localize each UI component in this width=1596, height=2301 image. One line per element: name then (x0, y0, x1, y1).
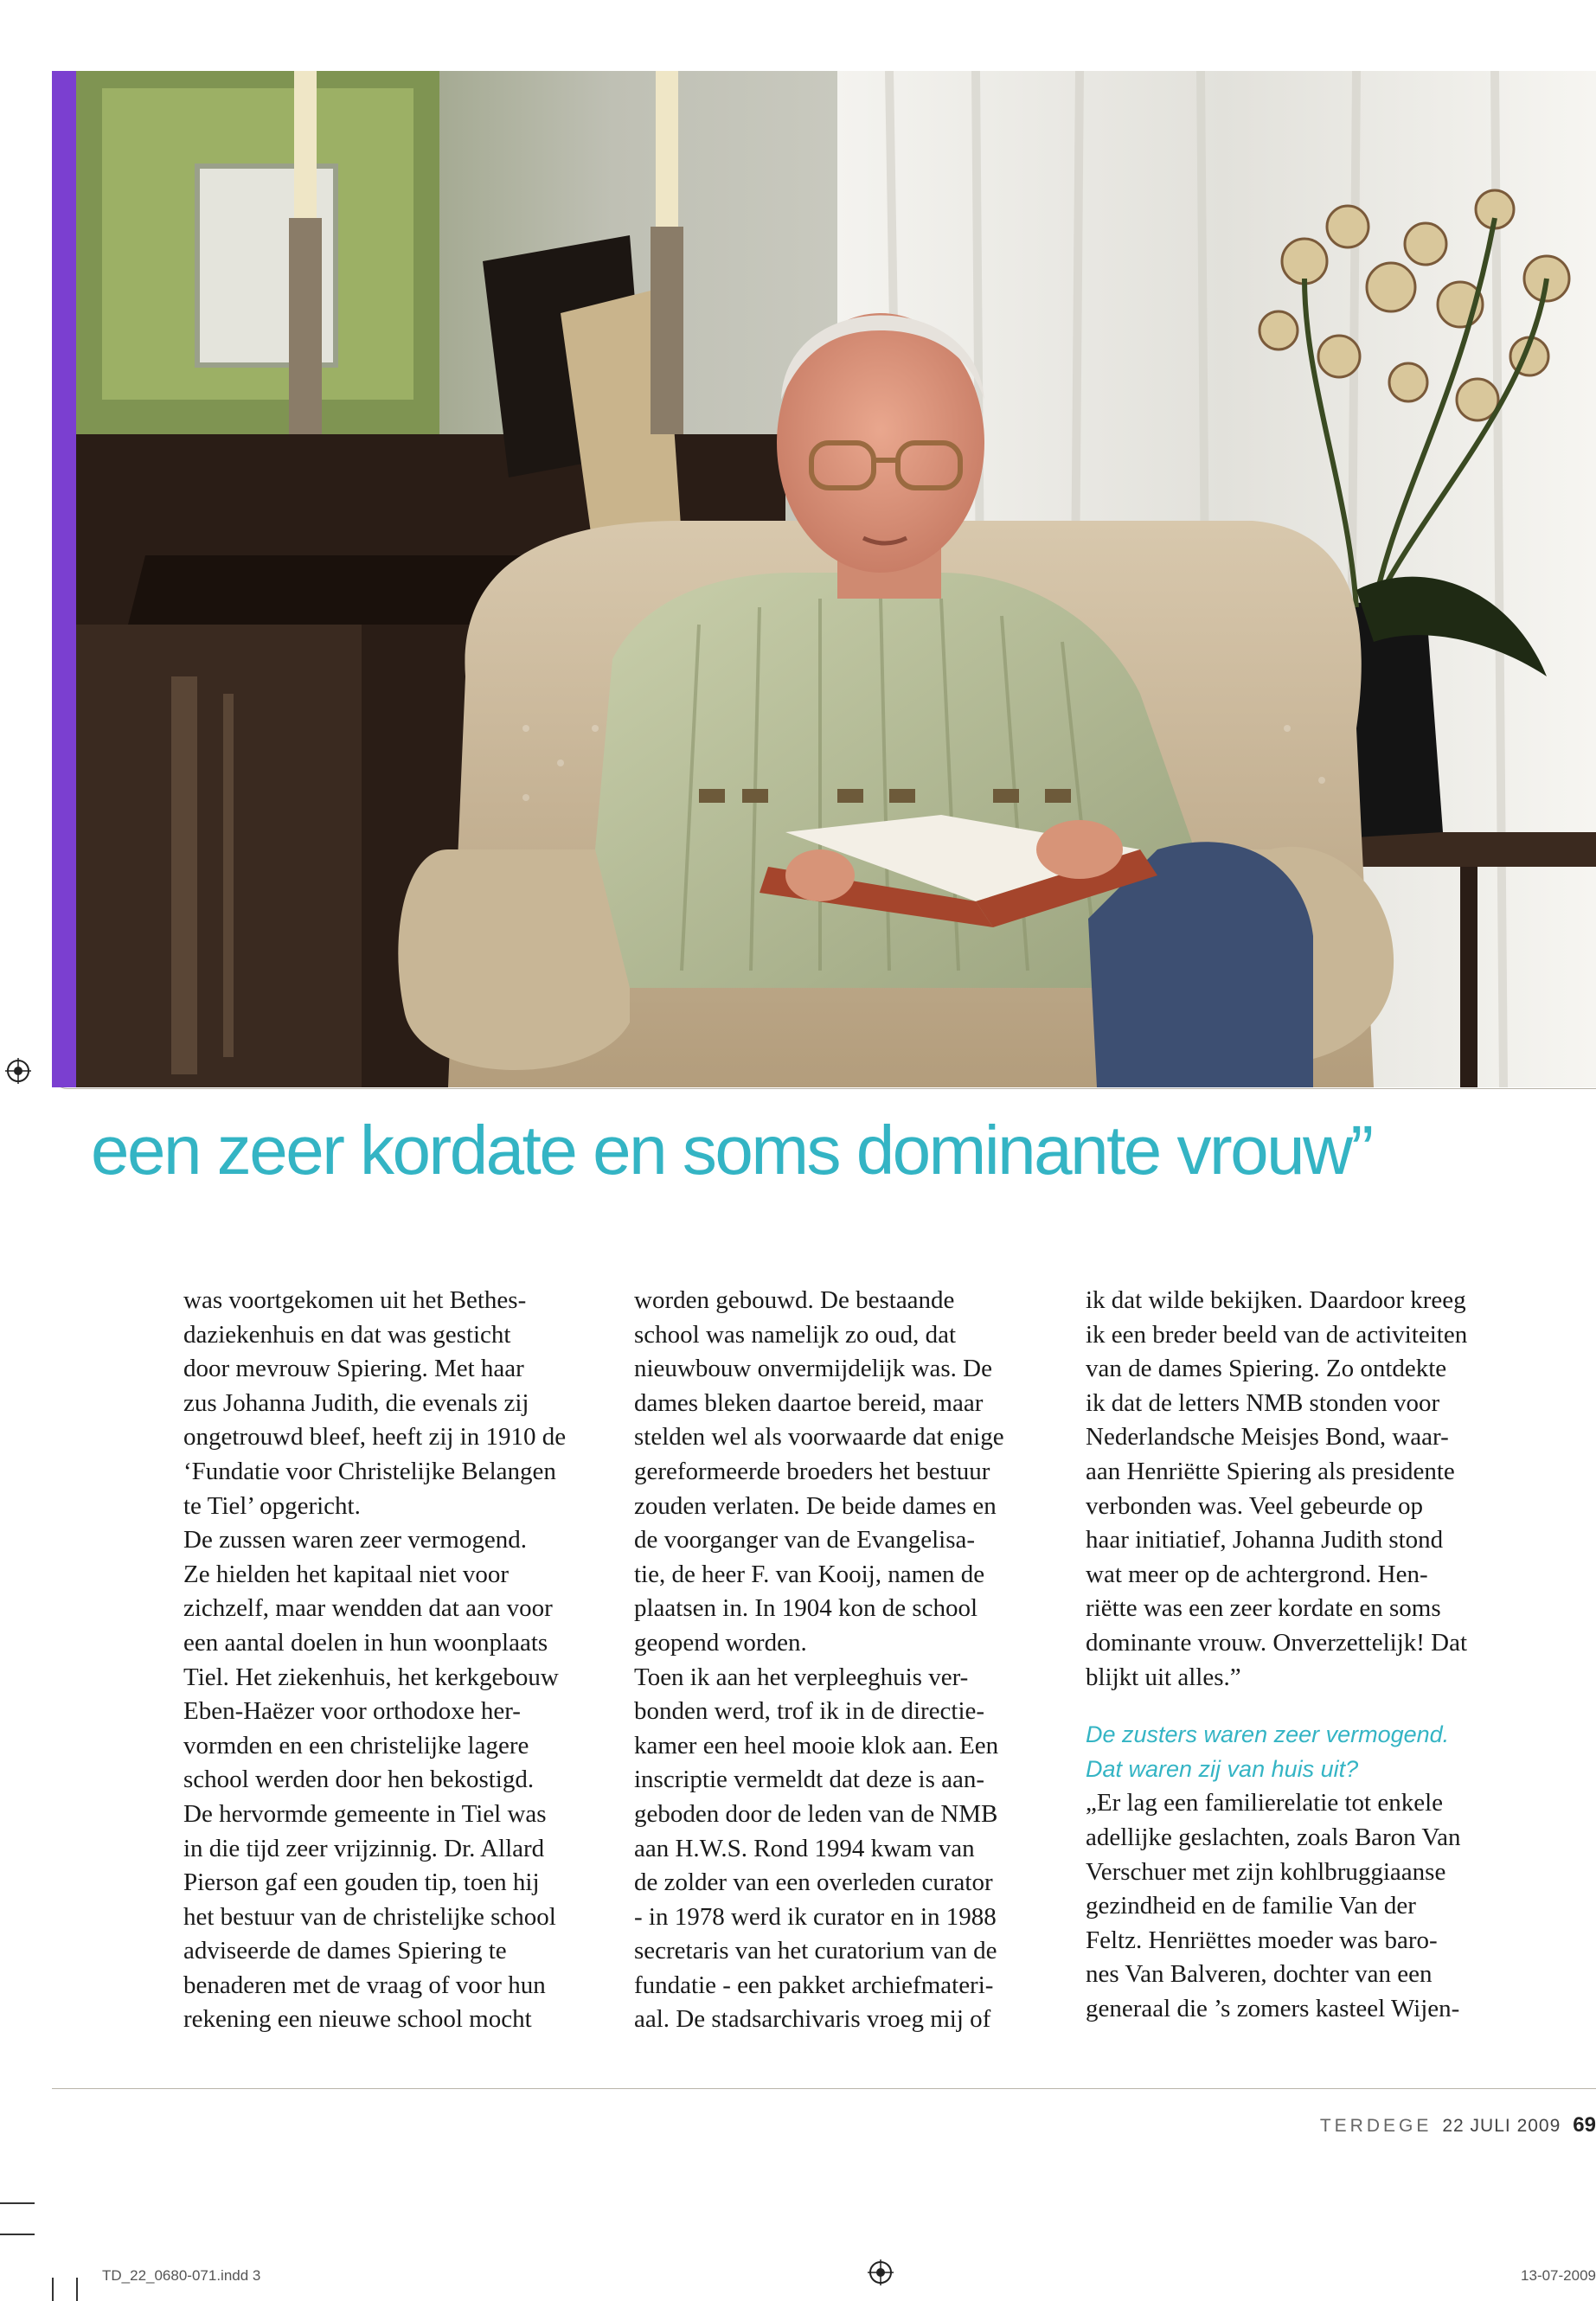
pull-quote-heading: een zeer kordate en soms dominante vrouw” (91, 1112, 1372, 1189)
text-line: De zussen waren zeer vermogend. (183, 1526, 527, 1554)
text-line: daziekenhuis en dat was gesticht (183, 1320, 511, 1349)
slug-filename: TD_22_0680-071.indd 3 (102, 2267, 261, 2284)
text-line: school werden door hen bekostigd. (183, 1766, 535, 1794)
page-number: 69 (1573, 2113, 1596, 2137)
text-line: Ze hielden het kapitaal niet voor (183, 1560, 510, 1588)
page-folio (1320, 2113, 1596, 2138)
text-line: ik dat de letters NMB stonden voor (1086, 1388, 1440, 1417)
text-line: gereformeerde broeders het bestuur (634, 1457, 990, 1485)
text-line: plaatsen in. In 1904 kon de school (634, 1594, 978, 1623)
text-line: dames bleken daartoe bereid, maar (634, 1388, 984, 1417)
text-line: de zolder van een overleden curator (634, 1868, 993, 1897)
text-line: verbonden was. Veel gebeurde op (1086, 1491, 1424, 1520)
text-line: - in 1978 werd ik curator en in 1988 (634, 1902, 997, 1931)
text-line: een aantal doelen in hun woonplaats (183, 1628, 548, 1657)
text-line: blijkt uit alles.” (1086, 1663, 1241, 1691)
text-line: rekening een nieuwe school mocht (183, 2005, 532, 2034)
text-line: stelden wel als voorwaarde dat enige (634, 1423, 1004, 1452)
text-column-3 (1086, 1284, 1570, 2026)
text-line: adviseerde de dames Spiering te (183, 1937, 507, 1965)
text-line: riëtte was een zeer kordate en soms (1086, 1594, 1441, 1623)
bottom-rule (52, 2088, 1596, 2089)
text-line: nieuwbouw onvermijdelijk was. De (634, 1355, 992, 1383)
text-line: het bestuur van de christelijke school (183, 1902, 556, 1931)
text-line: Tiel. Het ziekenhuis, het kerkgebouw (183, 1663, 559, 1691)
text-line: zichzelf, maar wendden dat aan voor (183, 1594, 553, 1623)
text-line: van de dames Spiering. Zo ontdekte (1086, 1355, 1447, 1383)
text-line: aan Henriëtte Spiering als presidente (1086, 1457, 1455, 1485)
text-line: secretaris van het curatorium van de (634, 1937, 997, 1965)
text-line: worden gebouwd. De bestaande (634, 1286, 955, 1314)
slug-date: 13-07-2009 (1521, 2267, 1596, 2284)
text-line: aan H.W.S. Rond 1994 kwam van (634, 1834, 975, 1862)
crop-mark (76, 2278, 78, 2301)
text-line: wat meer op de achtergrond. Hen- (1086, 1560, 1428, 1588)
text-line: tie, de heer F. van Kooij, namen de (634, 1560, 985, 1588)
text-line: ‘Fundatie voor Christelijke Belangen (183, 1457, 556, 1485)
magazine-name: TERDEGE (1319, 2116, 1433, 2136)
text-line: ik dat wilde bekijken. Daardoor kreeg (1086, 1286, 1466, 1314)
text-line: Nederlandsche Meisjes Bond, waar- (1086, 1423, 1449, 1452)
registration-mark-icon (868, 2259, 894, 2285)
text-line: Verschuer met zijn kohlbruggiaanse (1086, 1857, 1446, 1886)
text-line: Pierson gaf een gouden tip, toen hij (183, 1868, 540, 1897)
crop-mark (0, 2234, 35, 2235)
text-column-1 (183, 1284, 616, 2037)
text-line: door mevrouw Spiering. Met haar (183, 1355, 524, 1383)
text-line: fundatie - een pakket archiefmateri- (634, 1971, 994, 1999)
registration-mark-icon (5, 1058, 31, 1084)
crop-mark (52, 2278, 54, 2301)
text-line: Feltz. Henriëttes moeder was baro- (1086, 1926, 1438, 1954)
interview-question: De zusters waren zeer vermogend. (1086, 1721, 1450, 1748)
text-line: in die tijd zeer vrijzinnig. Dr. Allard (183, 1834, 545, 1862)
text-line: kamer een heel mooie klok aan. Een (634, 1731, 999, 1759)
text-line: Eben-Haëzer voor orthodoxe her- (183, 1697, 521, 1726)
text-line: ongetrouwd bleef, heeft zij in 1910 de (183, 1423, 567, 1452)
issue-date: 22 JULI 2009 (1442, 2116, 1561, 2136)
text-line: „Er lag een familierelatie tot enkele (1086, 1789, 1444, 1817)
text-line: benaderen met de vraag of voor hun (183, 1971, 546, 1999)
text-line: was voortgekomen uit het Bethes- (183, 1286, 527, 1314)
text-line: bonden werd, trof ik in de directie- (634, 1697, 985, 1726)
text-line: vormden en een christelijke lagere (183, 1731, 529, 1759)
text-line: de voorganger van de Evangelisa- (634, 1526, 976, 1554)
paragraph-gap (1086, 1695, 1570, 1718)
text-line: gezindheid en de familie Van der (1086, 1892, 1416, 1920)
text-line: adellijke geslachten, zoals Baron Van (1086, 1823, 1461, 1851)
text-line: ik een breder beeld van de activiteiten (1086, 1320, 1468, 1349)
text-line: inscriptie vermeldt dat deze is aan- (634, 1766, 985, 1794)
text-line: zouden verlaten. De beide dames en (634, 1491, 997, 1520)
text-line: nes Van Balveren, dochter van een (1086, 1960, 1433, 1989)
photo-man-reading (76, 71, 1596, 1087)
text-line: zus Johanna Judith, die evenals zij (183, 1388, 529, 1417)
text-line: school was namelijk zo oud, dat (634, 1320, 957, 1349)
crop-mark (0, 2202, 35, 2204)
text-line: geopend worden. (634, 1628, 807, 1657)
text-line: dominante vrouw. Onverzettelijk! Dat (1086, 1628, 1468, 1657)
interview-question: Dat waren zij van huis uit? (1086, 1755, 1359, 1782)
accent-bar (52, 71, 76, 1087)
text-line: te Tiel’ opgericht. (183, 1491, 361, 1520)
text-column-2 (634, 1284, 1067, 2037)
text-line: geboden door de leden van de NMB (634, 1799, 998, 1828)
text-line: haar initiatief, Johanna Judith stond (1086, 1526, 1444, 1554)
text-line: generaal die ’s zomers kasteel Wijen- (1086, 1994, 1460, 2022)
text-line: aal. De stadsarchivaris vroeg mij of (634, 2005, 991, 2034)
text-line: Toen ik aan het verpleeghuis ver- (634, 1663, 969, 1691)
text-line: De hervormde gemeente in Tiel was (183, 1799, 547, 1828)
